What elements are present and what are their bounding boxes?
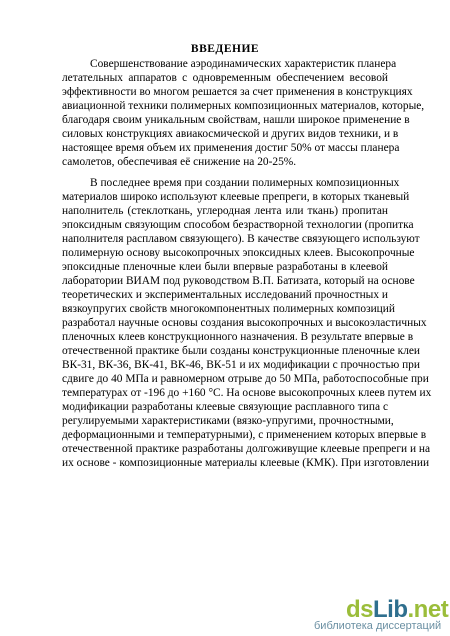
text-line: эффективности во многом решается за счет применения в конструкциях [62, 86, 413, 98]
text-line: эпоксидным связующим способом безрастворной технологии (пропитка [62, 219, 414, 231]
text-line: наполнитель (стеклоткань, углеродная лента или ткань) пропитан [62, 205, 388, 217]
text-line: настоящее время объем их применения достиг 50% от массы планера [62, 142, 400, 154]
text-line: материалов широко используют клеевые препреги, в которых тканевый [62, 191, 410, 203]
watermark-subtitle: библиотека диссертаций [314, 620, 442, 632]
text-line: отечественной практике были созданы конструкционные пленочные клеи [62, 345, 421, 357]
text-line: температурах от -196 до +160 °С. На основе высокопрочных клеев путем их [62, 387, 432, 399]
text-line: наполнителя расплавом связующего). В качестве связующего используют [62, 233, 420, 245]
text-line: полимерную основу высокопрочных эпоксидных клеев. Высокопрочные [62, 247, 415, 259]
text-line: теоретических и экспериментальных исследований прочностных и [62, 289, 388, 301]
watermark [268, 596, 450, 636]
text-line: летательных аппаратов с одновременным обеспечением весовой [62, 72, 388, 84]
text-line: эпоксидные пленочные клеи были впервые разработаны в клеевой [62, 261, 388, 273]
text-line: авиационной техники полимерных композиционных материалов, которые, [62, 100, 425, 112]
text-line: лаборатории ВИАМ под руководством В.П. Батизата, который на основе [62, 275, 415, 287]
dslib-logo: dsLib.net [346, 596, 449, 623]
text-line: благодаря своим уникальным свойствам, нашли широкое применение в [62, 114, 410, 126]
text-line: пленочных клеев конструкционного назначения. В результате впервые в [62, 331, 414, 343]
text-line: регулируемыми характеристиками (вязко-упругими, прочностными, [62, 415, 394, 427]
text-line: сдвиге до 40 МПа и равномерном отрыве до 50 МПа, работоспособные при [62, 373, 429, 385]
page-title: ВВЕДЕНИЕ [190, 43, 260, 55]
text-line: силовых конструкциях авиакосмической и других видов техники, и в [62, 128, 399, 140]
text-line: разработал научные основы создания высокопрочных и высокоэластичных [62, 317, 427, 329]
text-line: деформационными и температурными), с применением которых впервые в [62, 429, 427, 441]
text-line: самолетов, обеспечивая её снижение на 20-25%. [62, 156, 297, 168]
text-line: ВК-31, ВК-36, ВК-41, ВК-46, ВК-51 и их модификации с прочностью при [62, 359, 420, 371]
text-line: модификации разработаны клеевые связующие расплавного типа с [62, 401, 388, 413]
text-line: вязкоупругих свойств многокомпонентных полимерных композиций [62, 303, 395, 315]
text-line: Совершенствование аэродинамических характеристик планера [90, 58, 397, 70]
text-line: отечественной практике разработаны долгоживущие клеевые препреги и на [62, 443, 431, 455]
text-line: В последнее время при создании полимерных композиционных [90, 177, 400, 189]
text-line: их основе - композиционные материалы клеевые (КМК). При изготовлении [62, 457, 430, 469]
